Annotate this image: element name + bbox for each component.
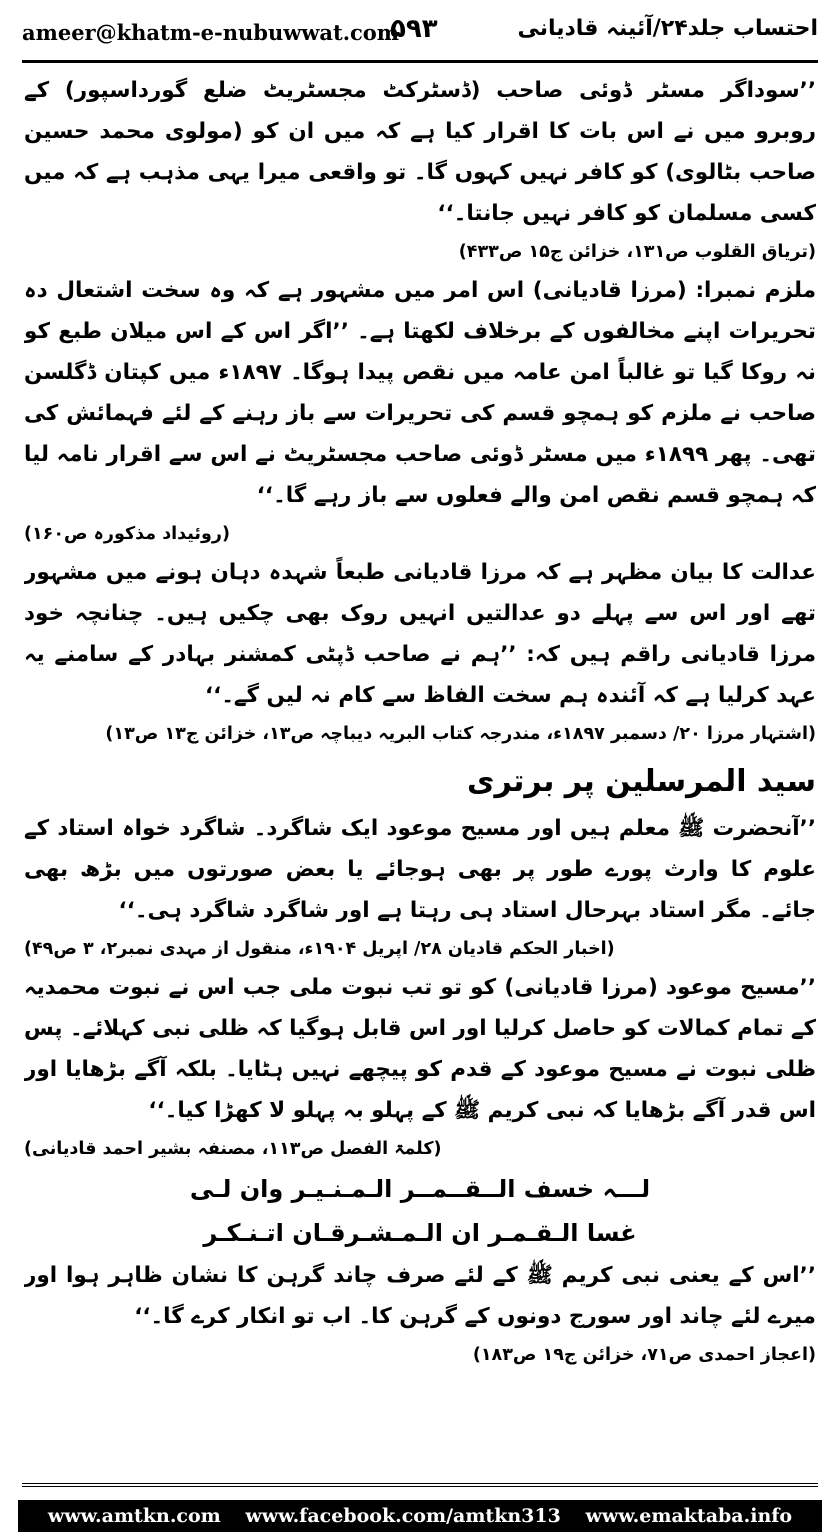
citation: (اخبار الحکم قادیان ۲۸/ اپریل ۱۹۰۴ء، منقول از مہدی نمبر۲، ۳ ص۴۹) xyxy=(24,939,615,959)
footer-link-emaktaba[interactable]: www.emaktaba.info xyxy=(585,1505,793,1527)
page-header xyxy=(22,12,818,56)
page-body xyxy=(24,70,816,1465)
section-heading: سید المرسلین پر برتری xyxy=(467,764,816,799)
citation: (تریاق القلوب ص۱۳۱، خزائن ج۱۵ ص۴۳۳) xyxy=(458,242,816,262)
quote-paragraph: ’’مسیح موعود (مرزا قادیانی) کو تو تب نبوت ملی جب اس نے نبوت محمدیہ کے تمام کمالات کو حاصل کرلیا اور اس قابل ہوگیا کہ ظلی نبی کہلائے۔ پس ظلی نبوت نے مسیح موعود کے قدم کو پیچھے نہیں ہٹایا۔ بلکہ آگے بڑھایا اور اس قدر آگے بڑھایا کہ نبی کریم ﷺ کے پہلو بہ پہلو لا کھڑا کیا۔‘‘ xyxy=(24,975,816,1123)
citation: (اشتہار مرزا ۲۰/ دسمبر ۱۸۹۷ء، مندرجہ کتاب البریہ دیباچہ ص۱۳، خزائن ج۱۳ ص۱۳) xyxy=(105,724,816,744)
quote-paragraph: ’’سوداگر مسٹر ڈوئی صاحب (ڈسٹرکٹ مجسٹریٹ ضلع گورداسپور) کے روبرو میں نے اس بات کا اقرار کیا ہے کہ میں ان کو (مولوی محمد حسین صاحب بٹالوی) کو کافر نہیں کہوں گا۔ تو واقعی میرا یہی مذہب ہے کہ میں کسی مسلمان کو کافر نہیں جانتا۔‘‘ xyxy=(24,78,816,226)
header-email: ameer@khatm-e-nubuwwat.com xyxy=(22,20,400,45)
poem-line: لـــہ خسف الــقــمــر الـمـنـیـر وان لـی xyxy=(189,1175,651,1203)
footer-divider xyxy=(22,1483,818,1490)
citation: (کلمۃ الفصل ص۱۱۳، مصنفہ بشیر احمد قادیانی) xyxy=(24,1139,442,1159)
footer-link-website[interactable]: www.amtkn.com xyxy=(47,1505,221,1527)
book-title: احتساب جلد۲۴/آئینہ قادیانی xyxy=(517,16,818,41)
citation: (روئیداد مذکورہ ص۱۶۰) xyxy=(24,524,230,544)
footer-bar xyxy=(18,1500,822,1532)
body-paragraph: ملزم نمبرا: (مرزا قادیانی) اس امر میں مشہور ہے کہ وہ سخت اشتعال دہ تحریرات اپنے مخالفوں کے برخلاف لکھتا ہے۔ ’’اگر اس کے اس میلان طبع کو نہ روکا گیا تو غالباً امن عامہ میں نقص پیدا ہوگا۔ ۱۸۹۷ء میں کپتان ڈگلسن صاحب نے ملزم کو ہمچو قسم کی تحریرات سے باز رہنے کے لئے فہمائش کی تھی۔ پھر ۱۸۹۹ء میں مسٹر ڈوئی صاحب مجسٹریٹ نے اس سے اقرار نامہ لیا کہ ہمچو قسم نقص امن والے فعلوں سے باز رہے گا۔‘‘ xyxy=(24,278,816,508)
citation: (اعجاز احمدی ص۷۱، خزائن ج۱۹ ص۱۸۳) xyxy=(472,1345,816,1365)
quote-paragraph: ’’اس کے یعنی نبی کریم ﷺ کے لئے صرف چاند گرہن کا نشان ظاہر ہوا اور میرے لئے چاند اور سورج دونوں کے گرہن کا۔ اب تو انکار کرے گا۔‘‘ xyxy=(24,1263,816,1329)
body-paragraph: عدالت کا بیان مظہر ہے کہ مرزا قادیانی طبعاً شہدہ دہان ہونے میں مشہور تھے اور اس سے پہلے دو عدالتیں انہیں روک بھی چکیں ہیں۔ چنانچہ خود مرزا قادیانی راقم ہیں کہ: ’’ہم نے صاحب ڈپٹی کمشنر بہادر کے سامنے یہ عہد کرلیا ہے کہ آئندہ ہم سخت الفاظ سے کام نہ لیں گے۔‘‘ xyxy=(24,560,816,708)
quote-paragraph: ’’آنحضرت ﷺ معلم ہیں اور مسیح موعود ایک شاگرد۔ شاگرد خواہ استاد کے علوم کا وارث پورے طور پر بھی ہوجائے یا بعض صورتوں میں بڑھ بھی جائے۔ مگر استاد بہرحال استاد ہی رہتا ہے اور شاگرد شاگرد ہی۔‘‘ xyxy=(24,816,816,923)
footer-link-facebook[interactable]: www.facebook.com/amtkn313 xyxy=(245,1505,561,1527)
page-number: ۵۹۳ xyxy=(390,14,438,44)
poem-line: غسا الـقـمـر ان الـمـشـرقـان اتـنـكـر xyxy=(203,1219,637,1247)
header-divider xyxy=(22,60,818,63)
